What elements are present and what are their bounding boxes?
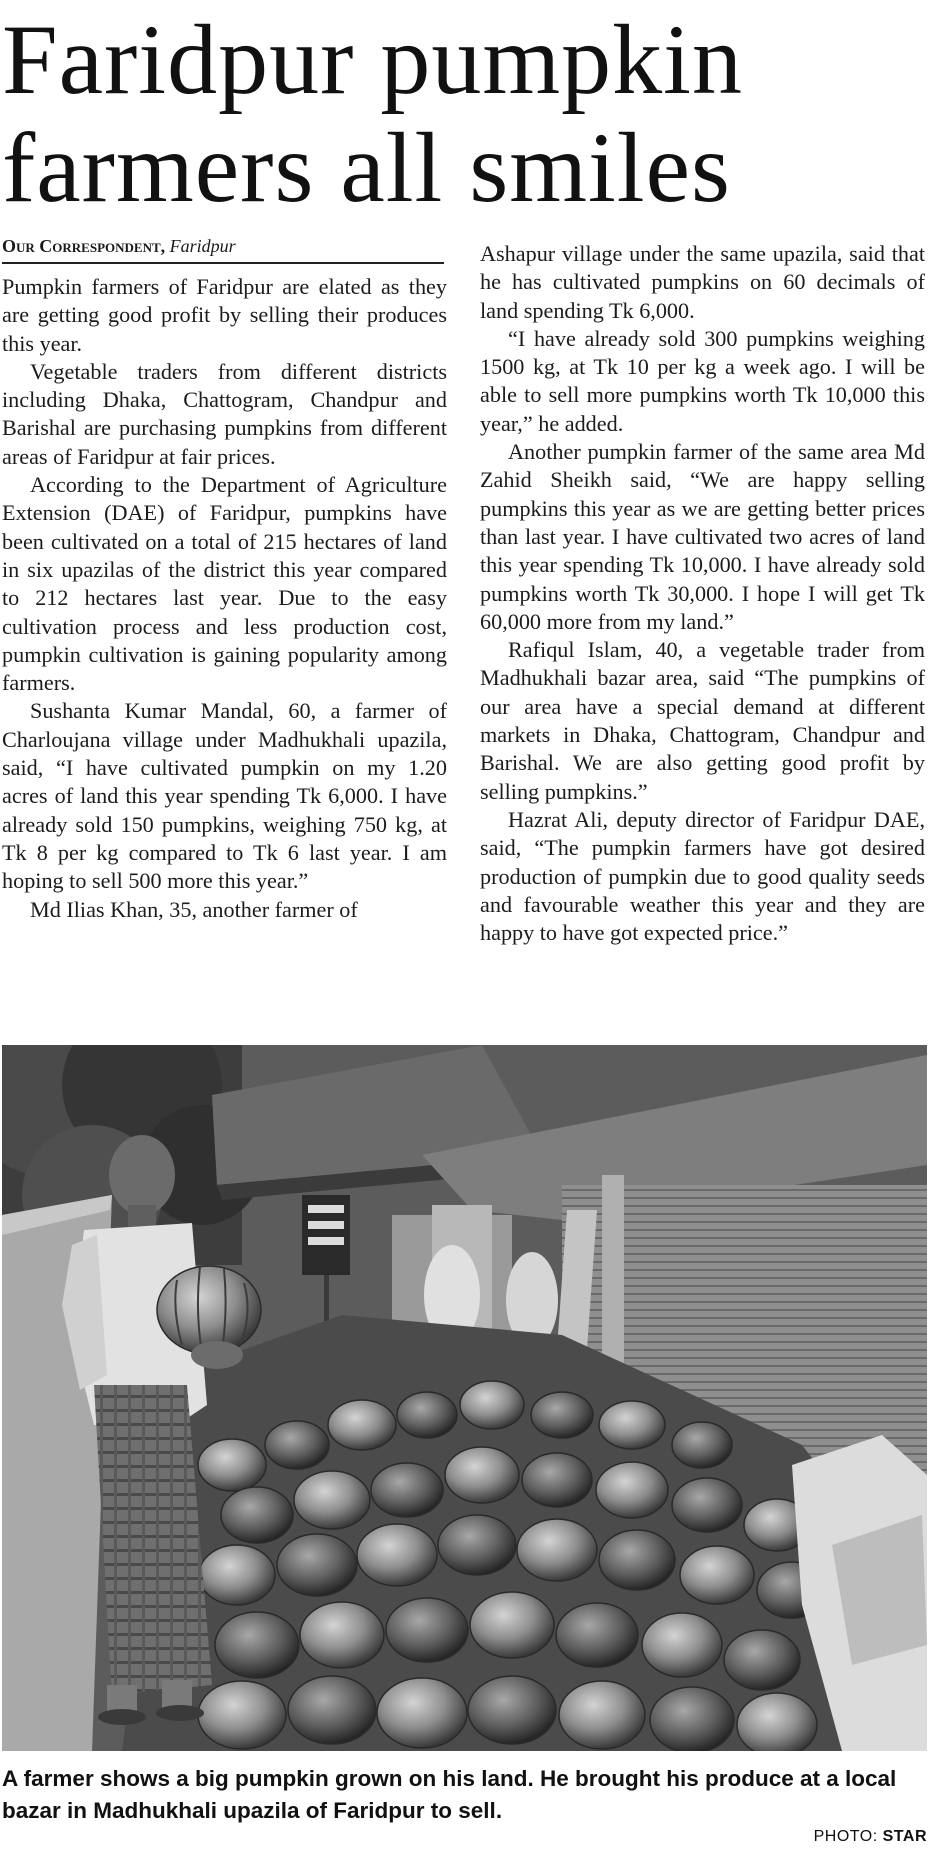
headline: Faridpur pumpkin farmers all smiles	[2, 4, 743, 223]
paragraph: Rafiqul Islam, 40, a vegetable trader from Madhukhali bazar area, said “The pumpkins of our area have a special demand at different markets in Dhaka, Chattogram, Chandpur and Barishal. We are also getting good profit by selling pumpkins.”	[480, 637, 925, 804]
paragraph: Sushanta Kumar Mandal, 60, a farmer of Charloujana village under Madhukhali upazila, said, “I have cultivated pumpkin on my 1.20 acres of land this year spending Tk 6,000. I have already sold 150 pumpkins, weighing 750 kg, at Tk 8 per kg compared to Tk 6 last year. I am hoping to sell 500 more this year.”	[2, 698, 447, 894]
paragraph: According to the Department of Agriculture Extension (DAE) of Faridpur, pumpkins have been cultivated on a total of 215 hectares of land in six upazilas of the district this year compared to 212 hectares last year. Due to the easy cultivation process and less production cost, pumpkin cultivation is gaining popularity among farmers.	[2, 472, 447, 696]
byline-author: Our Correspondent,	[2, 236, 166, 256]
photo-credit-label: PHOTO:	[813, 1828, 878, 1845]
photo-credit-source: STAR	[882, 1828, 927, 1845]
paragraph: Hazrat Ali, deputy director of Faridpur DAE, said, “The pumpkin farmers have got desired production of pumpkin due to good quality seeds and favourable weather this year and they are happy to have got expected price.”	[480, 806, 925, 946]
paragraph: Vegetable traders from different districts including Dhaka, Chattogram, Chandpur and Barishal are purchasing pumpkins from different areas of Faridpur at fair prices.	[2, 358, 447, 469]
paragraph: “I have already sold 300 pumpkins weighing 1500 kg, at Tk 10 per kg a week ago. I will be able to sell more pumpkins worth Tk 10,000 this year,” he added.	[480, 325, 925, 436]
article-column-1	[2, 273, 447, 924]
photo-caption: A farmer shows a big pumpkin grown on his land. He brought his produce at a local bazar in Madhukhali upazila of Faridpur to sell.	[2, 1766, 897, 1823]
byline-location: Faridpur	[169, 236, 236, 256]
byline	[2, 234, 444, 264]
pumpkin-market-photo	[2, 1045, 927, 1751]
photo-credit	[814, 1826, 927, 1848]
paragraph: Ashapur village under the same upazila, said that he has cultivated pumpkins on 60 decimals of land spending Tk 6,000.	[480, 241, 925, 323]
paragraph: Pumpkin farmers of Faridpur are elated as they are getting good profit by selling their produces this year.	[2, 274, 447, 356]
paragraph: Another pumpkin farmer of the same area Md Zahid Sheikh said, “We are happy selling pumpkins this year as we are getting better prices than last year. I have cultivated two acres of land this year spending Tk 10,000. I have already sold pumpkins worth Tk 30,000. I hope I will get Tk 60,000 more from my land.”	[480, 439, 925, 634]
news-photo	[2, 1045, 927, 1751]
article-column-2	[480, 240, 925, 947]
paragraph: Md Ilias Khan, 35, another farmer of	[30, 896, 358, 922]
